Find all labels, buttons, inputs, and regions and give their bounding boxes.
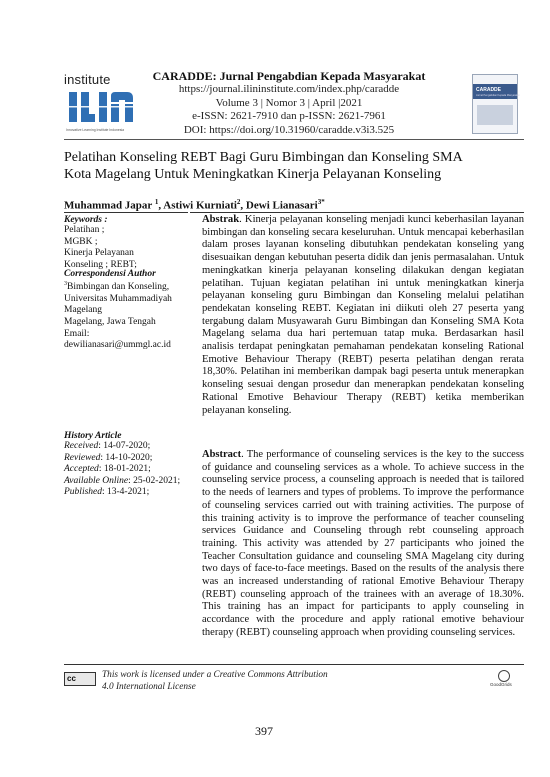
history-reviewed: Reviewed: 14-10-2020; — [64, 452, 153, 463]
issn-info: e-ISSN: 2621-7910 dan p-ISSN: 2621-7961 — [192, 110, 386, 123]
journal-url[interactable]: https://journal.ilininstitute.com/index.php/caradde — [178, 83, 400, 96]
history-published: Published: 13-4-2021; — [64, 487, 150, 498]
indexing-badge: GoodGrids — [490, 670, 516, 690]
header-divider — [64, 139, 524, 140]
email-label: Email: — [64, 328, 90, 339]
keyword-item: MGBK ; — [64, 236, 98, 247]
volume-info: Volume 3 | Nomor 3 | April |2021 — [215, 96, 363, 109]
affiliation-line: Magelang, Jawa Tengah — [64, 316, 156, 327]
correspondence-label: Correspondensi Author — [64, 269, 156, 279]
affiliation-line: Magelang — [64, 305, 102, 316]
logo-tagline: Innovative Learning Institute Indonesia — [66, 128, 125, 132]
abstract-top-rule — [190, 212, 524, 213]
article-title: Pelatihan Konseling REBT Bagi Guru Bimbingan dan Konseling SMA Kota Magelang Untuk Meningkatkan Kinerja Pelayanan Konseling — [64, 150, 463, 182]
journal-title: CARADDE: Jurnal Pengabdian Kepada Masyarakat — [152, 69, 426, 83]
keyword-item: Kinerja Pelayanan — [64, 248, 134, 259]
page-number: 397 — [255, 724, 273, 738]
keyword-item: Pelatihan ; — [64, 225, 105, 235]
logo-institute-text: institute — [64, 72, 111, 87]
keyword-item: Konseling ; REBT; — [64, 259, 137, 270]
history-accepted: Accepted: 18-01-2021; — [64, 464, 151, 475]
license-text: This work is licensed under a Creative Commons Attribution 4.0 International License — [102, 670, 328, 692]
doi-link[interactable]: DOI: https://doi.org/10.31960/caradde.v3i3.525 — [183, 123, 395, 136]
affiliation-line: Universitas Muhammadiyah — [64, 293, 172, 304]
author-list: Muhammad Japar $^1$, Astiwi Kurniati$^2$, Dewi Lianasari$^{3*}$ — [64, 198, 325, 212]
journal-header — [124, 70, 454, 137]
history-label: History Article — [64, 431, 122, 441]
abstract-english: Abstract. The performance of counseling services is the key to the success of guidance and counseling services as a whole. To achieve success in the counseling service process, a counseling approach is needed that is tailored to the needs of learners and types of problems. To improve the performance of counseling services carried out with training activities. The purpose of this training activity is to improve the performance of teacher counseling services Guidance and Counseling through rebt counseling approach training. This activity was attended by 27 participants who joined the Teacher Consultation guidance and counseling SMA Magelang city during two days of face-to-face meetings. Based on the results of the analysis there was an increased understanding of rational Emotive Behaviour Therapy (REBT) counseling approach of the trainees with an average of 18.30%. This training has an impact for participants to apply counseling in accordance with the procedure and apply rational emotive behaviour therapy (REBT) counseling approach when providing counseling services. — [202, 449, 524, 638]
history-available-online: Available Online: 25-02-2021; — [64, 475, 181, 486]
journal-cover-image — [472, 74, 518, 134]
history-received: Received: 14-07-2020; — [64, 441, 151, 451]
keywords-label: Keywords : — [64, 215, 108, 225]
badge-icon — [498, 670, 510, 682]
article-info-sidebar — [64, 212, 188, 663]
author-email[interactable]: dewilianasari@ummgl.ac.id — [64, 340, 171, 351]
cover-subtitle: Jurnal Pengabdian Kepada Masyarakat — [476, 94, 520, 97]
cover-title: CARADDE — [476, 87, 501, 93]
cc-by-icon[interactable]: cc — [64, 672, 96, 686]
affiliation-line: $^3$Bimbingan dan Konseling, — [64, 281, 170, 293]
abstract-indonesian: Abstrak. Kinerja pelayanan konseling menjadi kunci keberhasilan layanan bimbingan dan konseling secara keseluruhan. Untuk mencapai keberhasilan dalam proses layanan konseling dibutuhkan pendekatan konseling yang disesuaikan dengan kebutuhan peserta didik dan jenis permasalahan. Untuk meningkatkan kinerja pelayanan konseling dilakukan dengan kegiatan pelatihan. Tujuan kegiatan pelatihan ini untuk meningkatkan kinerja pelayanan konseling guru Bimbingan dan Konseling melalui pelatihan pendekatan konseling REBT. Kegiatan ini diikuti oleh 27 peserta yang tergabung dalam Musyawarah Guru Bimbingan dan Konseling SMA Kota Magelang selama dua hari pertemuan tatap muka. Berdasarkan hasil analisis terdapat peningkatan pemahaman pendekatan konseling Rational Emotive Behaviour Therapy (REBT) peserta pelatihan dengan rerata 18,30%. Pelatihan ini memberikan dampak bagi peserta untuk menerapkan konseling sesuai dengan prosedur dan menerapkan pendekatan konseling Rational Emotive Behaviour Therapy (REBT) ketika memberikan pelayanan konseling. — [202, 214, 524, 416]
abstract-bottom-rule — [64, 664, 524, 665]
